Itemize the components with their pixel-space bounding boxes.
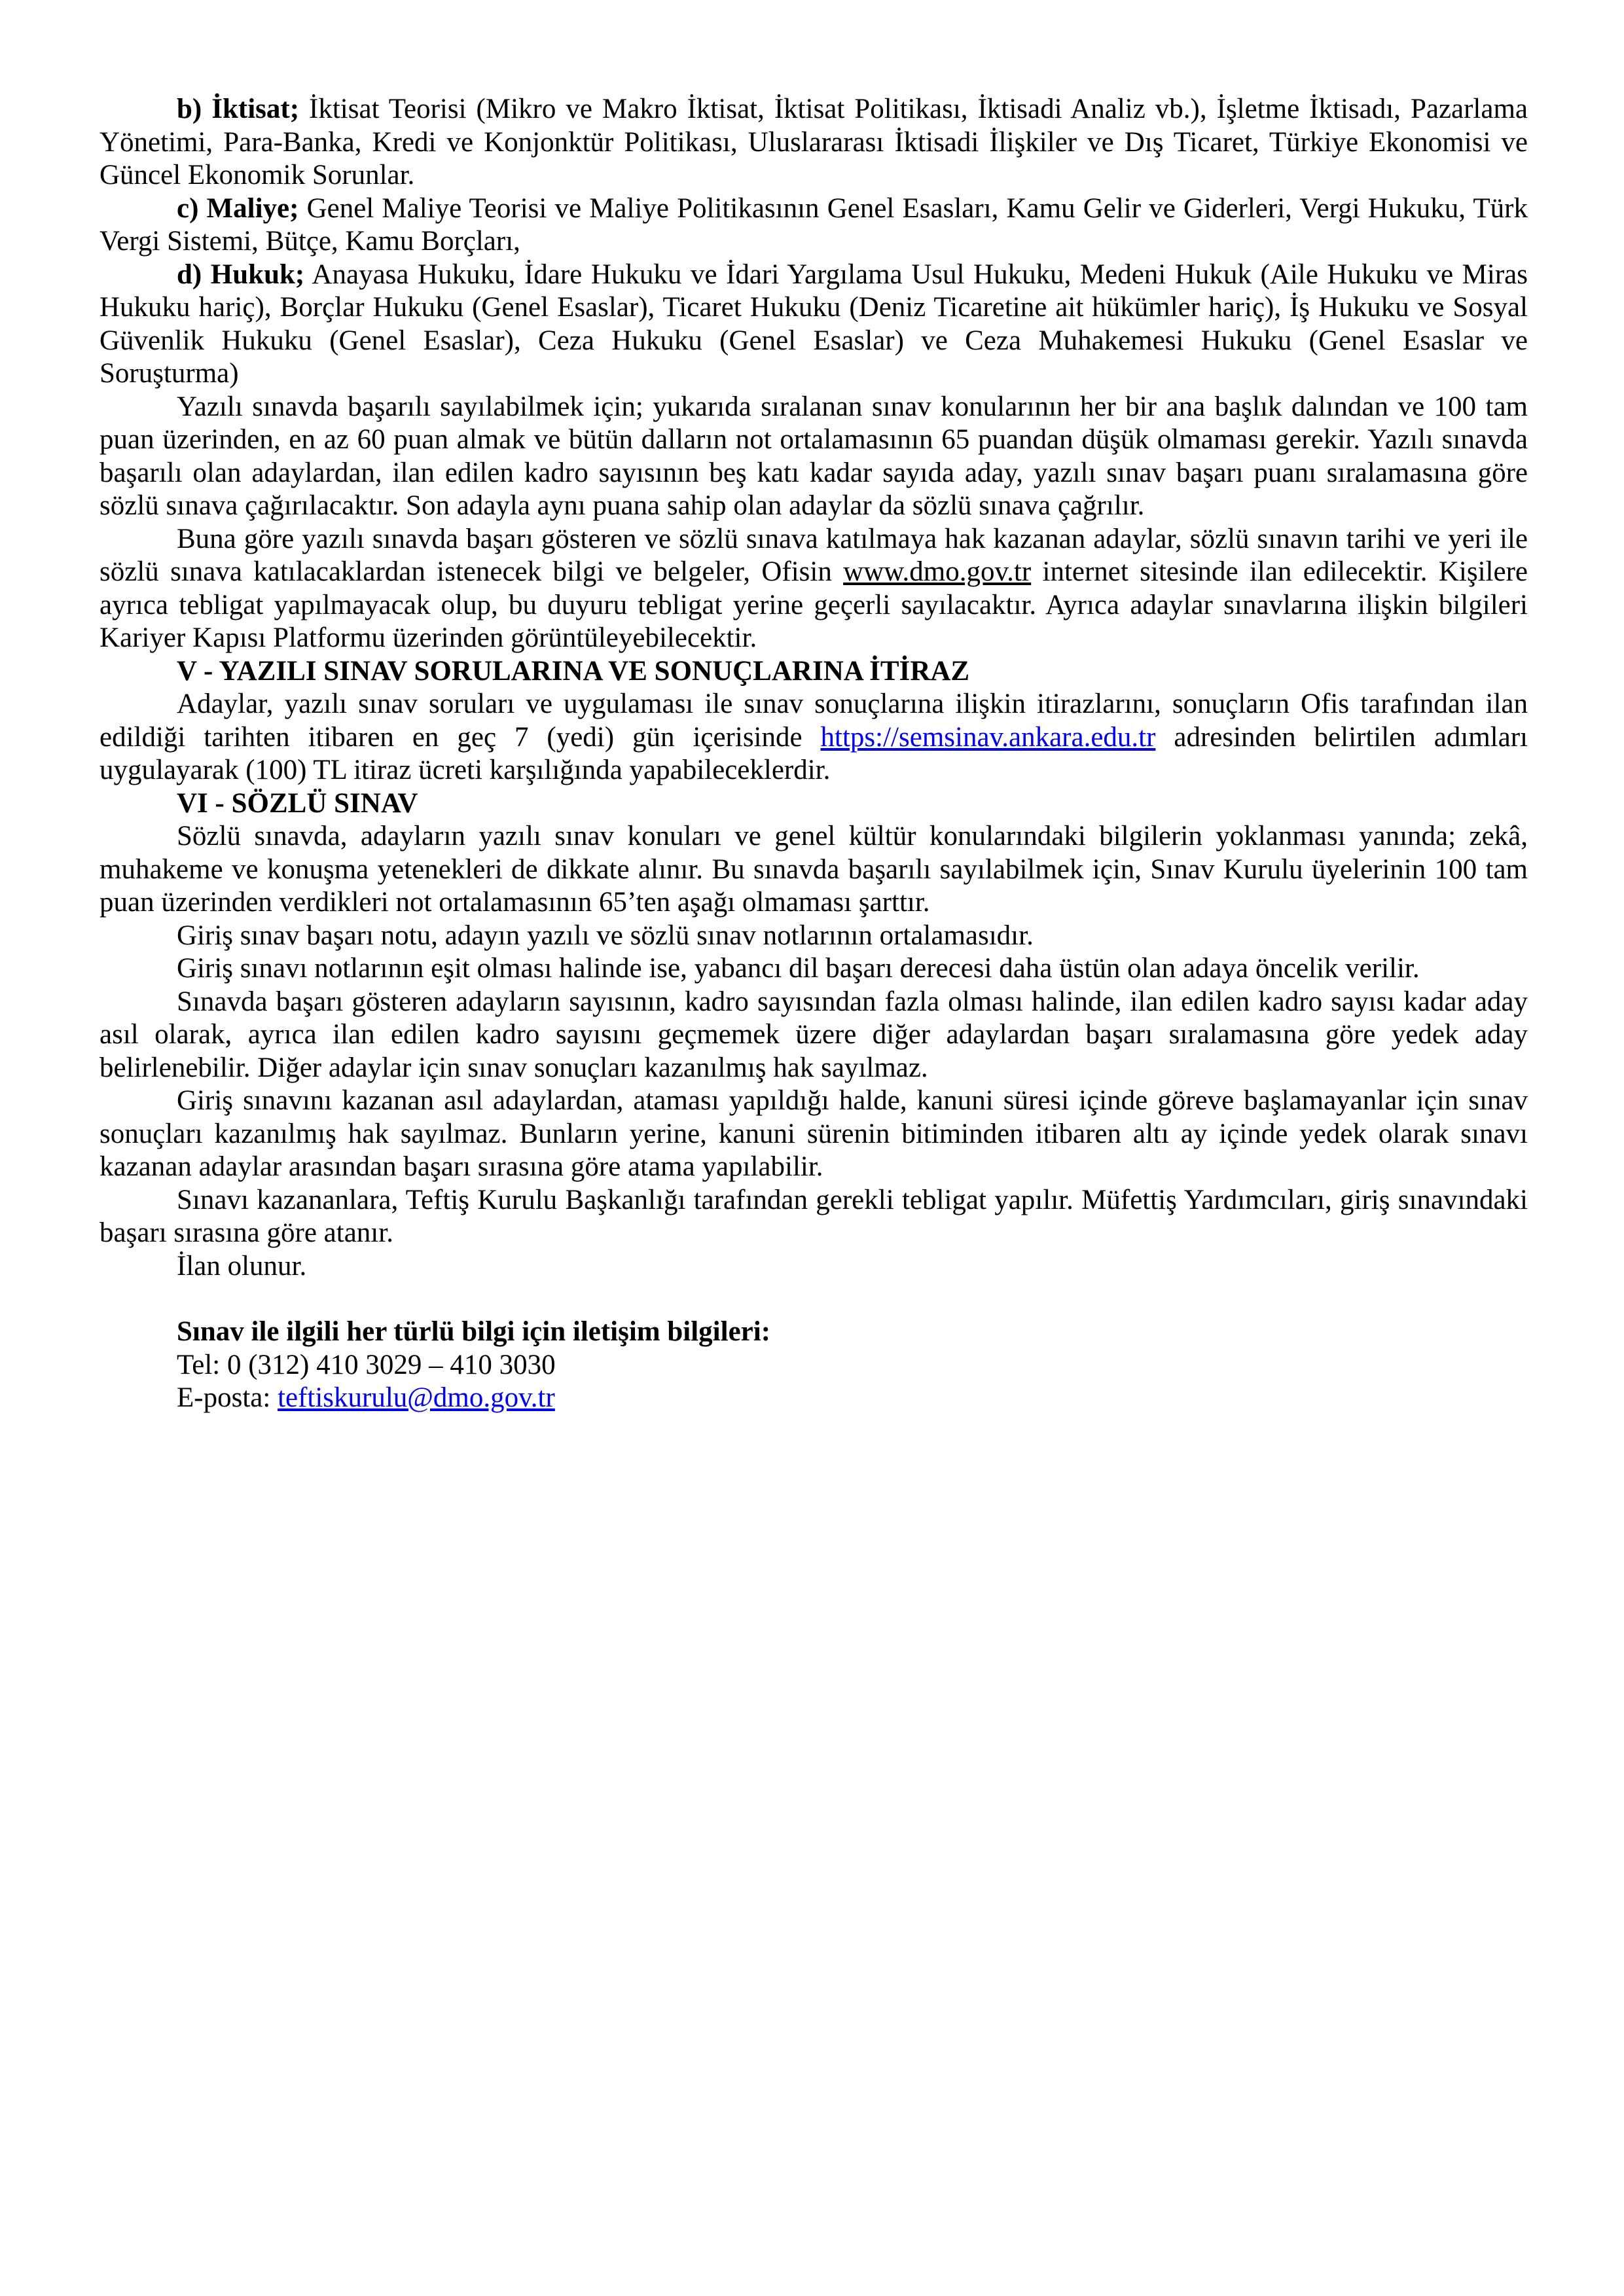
contact-phone: Tel: 0 (312) 410 3029 – 410 3030 xyxy=(177,1349,556,1380)
oral-exam-paragraph-6: Sınavı kazananlara, Teftiş Kurulu Başkanlığı tarafından gerekli tebligat yapılır. Müfettiş Yardımcıları, giriş sınavındaki başarı sırasına göre atanır. xyxy=(99,1184,1528,1248)
topic-hukuk-label: d) Hukuk; xyxy=(177,259,305,290)
written-exam-announcement-paragraph xyxy=(99,523,1528,655)
contact-title: Sınav ile ilgili her türlü bilgi için iletişim bilgileri: xyxy=(177,1316,771,1347)
section-spacer xyxy=(99,1283,1528,1316)
topic-hukuk-text: Anayasa Hukuku, İdare Hukuku ve İdari Yargılama Usul Hukuku, Medeni Hukuk (Aile Hukuku ve Miras Hukuku hariç), Borçlar Hukuku (Genel Esaslar), Ticaret Hukuku (Deniz Ticaretine ait hükümler hariç), İş Hukuku ve Sosyal Güvenlik Hukuku (Genel Esaslar), Ceza Hukuku (Genel Esaslar) ve Ceza Muhakemesi Hukuku (Genel Esaslar ve Soruşturma) xyxy=(99,259,1528,389)
oral-exam-paragraph-5: Giriş sınavını kazanan asıl adaylardan, ataması yapıldığı halde, kanuni süresi içinde göreve başlamayanlar için sınav sonuçları kazanılmış hak sayılmaz. Bunların yerine, kanuni sürenin bitiminden itibaren altı ay içinde yedek olarak sınavı kazanan adaylar arasından başarı sırasına göre atama yapılabilir. xyxy=(99,1085,1528,1182)
topic-iktisat xyxy=(99,93,1528,192)
objection-section-heading: V - YAZILI SINAV SORULARINA VE SONUÇLARINA İTİRAZ xyxy=(177,655,970,687)
announcement-text-before: Buna göre yazılı sınavda başarı gösteren ve sözlü sınava katılmaya hak kazanan adaylar, sözlü sınavın tarihi ve yeri ile sözlü sınava katılacaklardan istenecek bilgi ve belgeler, Ofisin xyxy=(99,523,1528,587)
oral-exam-paragraph-4: Sınavda başarı gösteren adayların sayısının, kadro sayısından fazla olması halinde, ilan edilen kadro sayısı kadar aday asıl olarak, ayrıca ilan edilen kadro sayısını geçmemek üzere diğer adaylardan başarı sıralamasına göre yedek aday belirlenebilir. Diğer adaylar için sınav sonuçları kazanılmış hak sayılmaz. xyxy=(99,986,1528,1083)
contact-email-label: E-posta: xyxy=(177,1382,278,1413)
topic-maliye-label: c) Maliye; xyxy=(177,192,299,224)
semsinav-link[interactable]: https://semsinav.ankara.edu.tr xyxy=(820,721,1156,753)
document-page xyxy=(99,93,1528,1415)
topic-hukuk xyxy=(99,259,1528,391)
topic-maliye xyxy=(99,192,1528,259)
closing-line: İlan olunur. xyxy=(177,1250,307,1282)
announcement-text-after: internet sitesinde ilan edilecektir. Kişilere ayrıca tebligat yapılmayacak olup, bu duyuru tebligat yerine geçerli sayılacaktır. Ayrıca adaylar sınavlarına ilişkin bilgileri Kariyer Kapısı Platformu üzerinden görüntüleyebilecektir. xyxy=(99,556,1528,653)
oral-exam-paragraph-2: Giriş sınav başarı notu, adayın yazılı ve sözlü sınav notlarının ortalamasıdır. xyxy=(177,920,1034,951)
written-exam-success-paragraph: Yazılı sınavda başarılı sayılabilmek için; yukarıda sıralanan sınav konularının her bir ana başlık dalından ve 100 tam puan üzerinden, en az 60 puan almak ve bütün dalların not ortalamasının 65 puandan düşük olmaması gerekir. Yazılı sınavda başarılı olan adaylardan, ilan edilen kadro sayısının beş katı kadar sayıda aday, yazılı sınav başarı puanı sıralamasına göre sözlü sınava çağırılacaktır. Son adayla aynı puana sahip olan adaylar da sözlü sınava çağrılır. xyxy=(99,391,1528,521)
oral-exam-paragraph-3: Giriş sınavı notlarının eşit olması halinde ise, yabancı dil başarı derecesi daha üstün olan adaya öncelik verilir. xyxy=(177,953,1420,984)
oral-exam-section-heading: VI - SÖZLÜ SINAV xyxy=(177,787,418,819)
oral-exam-paragraph-1: Sözlü sınavda, adayların yazılı sınav konuları ve genel kültür konularındaki bilgilerin yoklanması yanında; zekâ, muhakeme ve konuşma yetenekleri de dikkate alınır. Bu sınavda başarılı sayılabilmek için, Sınav Kurulu üyelerinin 100 tam puan üzerinden verdikleri not ortalamasının 65’ten aşağı olmaması şarttır. xyxy=(99,821,1528,918)
contact-email-link[interactable]: teftiskurulu@dmo.gov.tr xyxy=(278,1382,555,1413)
objection-text-after: adresinden belirtilen adımları uygulayarak (100) TL itiraz ücreti karşılığında yapabileceklerdir. xyxy=(99,721,1528,785)
topic-iktisat-text: İktisat Teorisi (Mikro ve Makro İktisat, İktisat Politikası, İktisadi Analiz vb.), İşletme İktisadı, Pazarlama Yönetimi, Para-Banka, Kredi ve Konjonktür Politikası, Uluslararası İktisadi İlişkiler ve Dış Ticaret, Türkiye Ekonomisi ve Güncel Ekonomik Sorunlar. xyxy=(99,94,1528,190)
contact-email-line xyxy=(99,1382,1528,1415)
objection-paragraph xyxy=(99,688,1528,787)
topic-maliye-text: Genel Maliye Teorisi ve Maliye Politikasının Genel Esasları, Kamu Gelir ve Giderleri, Vergi Hukuku, Türk Vergi Sistemi, Bütçe, Kamu Borçları, xyxy=(99,192,1528,257)
dmo-website-link[interactable]: www.dmo.gov.tr xyxy=(843,556,1032,587)
objection-text-before: Adaylar, yazılı sınav soruları ve uygulaması ile sınav sonuçlarına ilişkin itirazlarını, sonuçların Ofis tarafından ilan edildiği tarihten itibaren en geç 7 (yedi) gün içerisinde xyxy=(99,689,1528,753)
topic-iktisat-label: b) İktisat; xyxy=(177,94,300,124)
